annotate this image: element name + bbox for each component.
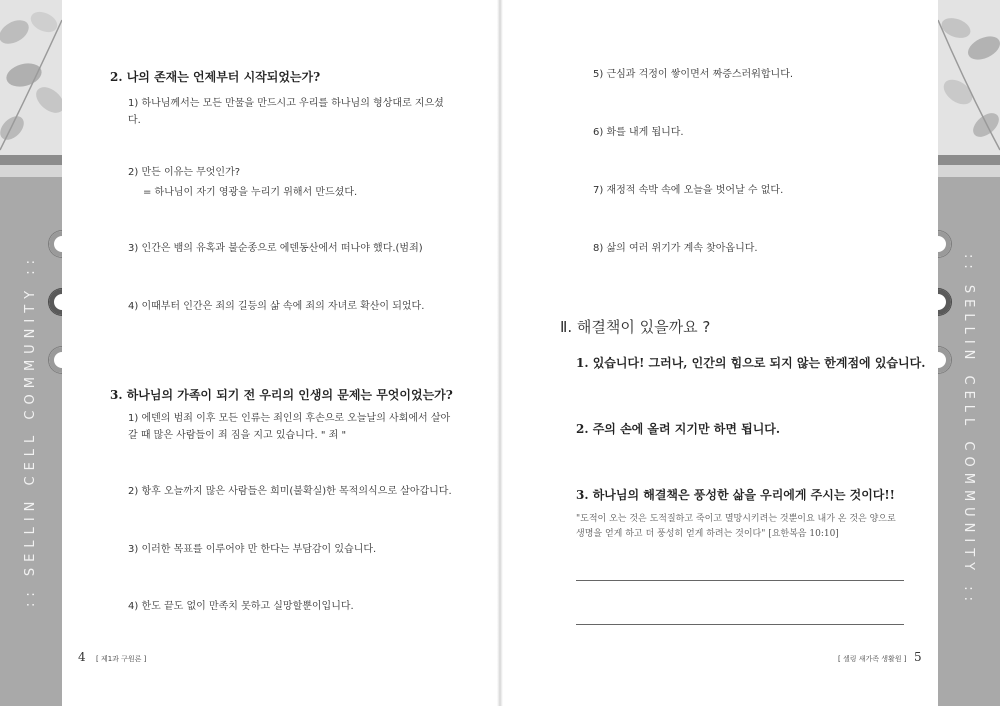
q2-item-2: 2) 만든 이유는 무엇인가? bbox=[128, 167, 241, 178]
footer-tag: [ 제1과 구원론 ] bbox=[96, 655, 147, 663]
page-number: 4 bbox=[78, 650, 86, 664]
writing-line bbox=[576, 624, 904, 625]
q3-item-4: 4) 한도 끝도 없이 만족치 못하고 실망할뿐이입니다. bbox=[128, 601, 354, 612]
right-item-7: 7) 재정적 속박 속에 오늘을 벗어날 수 없다. bbox=[593, 185, 784, 196]
q2-item-2-answer: = 하나님이 자기 영광을 누리기 위해서 만드셨다. bbox=[143, 187, 358, 198]
left-sidebar bbox=[0, 0, 62, 706]
book-spine bbox=[497, 0, 503, 706]
footer-tag: [ 셀링 새가족 생활원 ] bbox=[838, 655, 907, 663]
section-heading: Ⅱ. 해결책이 있을까요 ? bbox=[560, 318, 711, 336]
leaf-image bbox=[938, 0, 1000, 155]
answer-3: 3. 하나님의 해결책은 풍성한 삶을 우리에게 주시는 것이다!! bbox=[576, 488, 895, 502]
answer-2: 2. 주의 손에 올려 지기만 하면 됩니다. bbox=[576, 422, 781, 436]
right-sidebar bbox=[938, 0, 1000, 706]
right-item-6: 6) 화를 내게 됩니다. bbox=[593, 127, 684, 138]
scripture-quote: "도적이 오는 것은 도적질하고 죽이고 멸망시키려는 것뿐이요 내가 온 것은 양으로 생명을 얻게 하고 더 풍성히 얻게 하려는 것이다" [요한복음 10:10] bbox=[576, 514, 896, 539]
question-3-title: 3. 하나님의 가족이 되기 전 우리의 인생의 문제는 무엇이었는가? bbox=[110, 388, 453, 402]
q3-item-1: 1) 에덴의 범죄 이후 모든 인류는 죄인의 후손으로 오늘날의 사회에서 살아갈 때 많은 사람들이 죄 짐을 지고 있습니다. " 죄 " bbox=[128, 413, 451, 441]
q2-item-3: 3) 인간은 뱀의 유혹과 불순종으로 에덴동산에서 떠나야 했다.(범죄) bbox=[128, 243, 423, 254]
q3-item-2: 2) 항후 오늘까지 많은 사람들은 희미(불확실)한 목적의식으로 살아갑니다. bbox=[128, 486, 452, 497]
question-2-title: 2. 나의 존재는 언제부터 시작되었는가? bbox=[110, 70, 321, 84]
q2-item-4: 4) 이때부터 인간은 죄의 길등의 삶 속에 죄의 자녀로 확산이 되었다. bbox=[128, 301, 425, 312]
q3-item-3: 3) 이러한 목표를 이루어야 만 한다는 부담감이 있습니다. bbox=[128, 544, 377, 555]
leaf-image bbox=[0, 0, 62, 155]
right-item-8: 8) 삶의 여러 위기가 계속 찾아옵니다. bbox=[593, 243, 758, 254]
sidebar-text: :: SELLIN CELL COMMUNITY :: bbox=[961, 253, 977, 607]
page-number: 5 bbox=[914, 650, 922, 664]
writing-line bbox=[576, 580, 904, 581]
sidebar-text: :: SELLIN CELL COMMUNITY :: bbox=[23, 253, 39, 607]
right-item-5: 5) 근심과 걱정이 쌓이면서 짜증스러워합니다. bbox=[593, 69, 794, 80]
answer-1: 1. 있습니다! 그러나, 인간의 힘으로 되지 않는 한계점에 있습니다. bbox=[576, 356, 926, 370]
q2-item-1: 1) 하나님께서는 모든 만물을 만드시고 우리를 하나님의 형상대로 지으셨다. bbox=[128, 98, 444, 126]
